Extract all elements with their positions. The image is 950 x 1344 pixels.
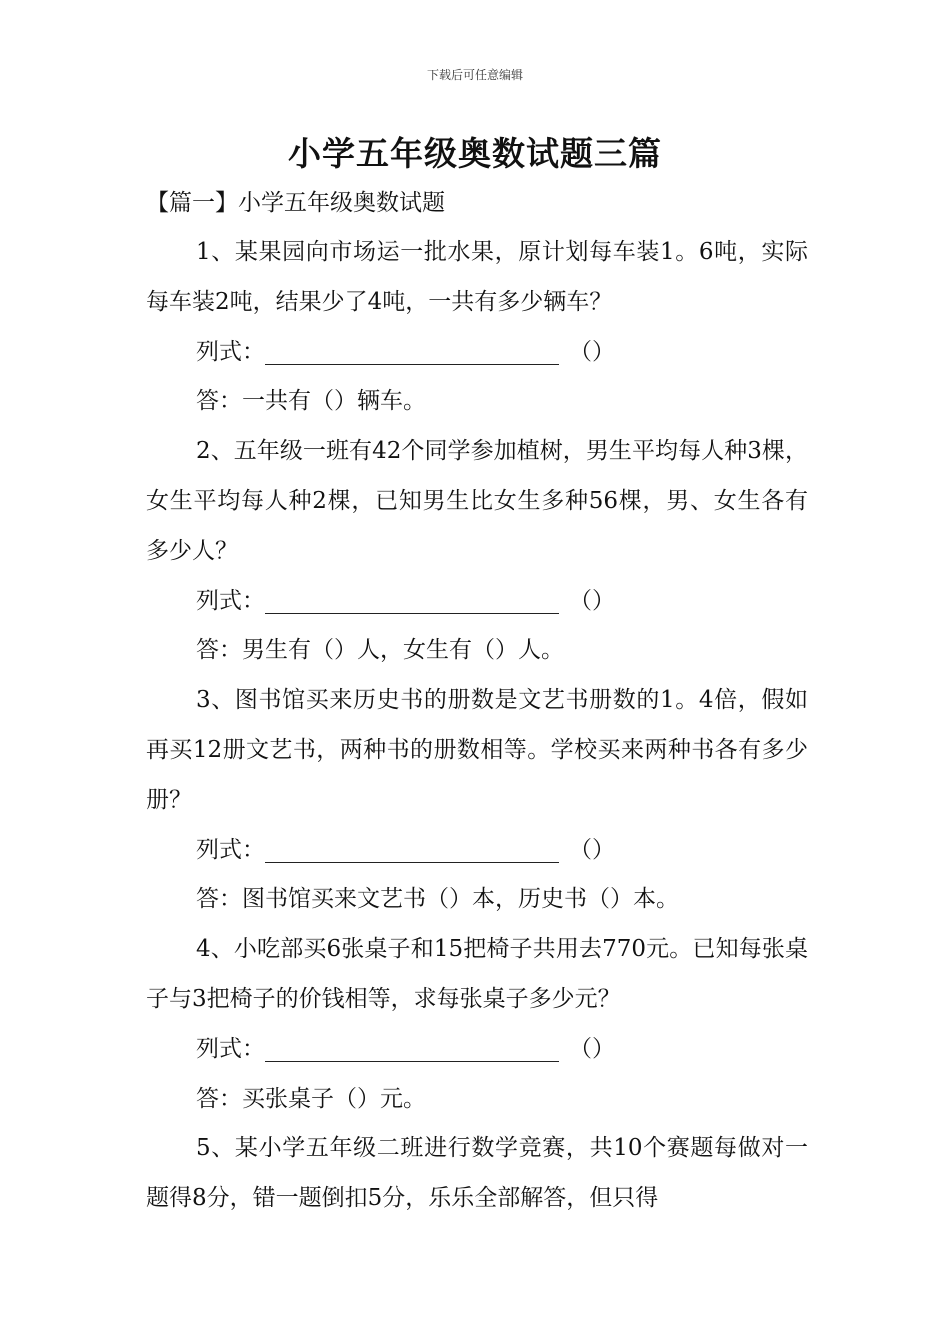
question-3-text: 3、图书馆买来历史书的册数是文艺书册数的1。4倍，假如再买12册文艺书，两种书的册数相等。学校买来两种书各有多少册？ xyxy=(146,687,808,813)
question-1-text: 1、某果园向市场运一批水果，原计划每车装1。6吨，实际每车装2吨，结果少了4吨，一共有多少辆车？ xyxy=(146,239,808,315)
formula-label: 列式： xyxy=(196,1035,265,1062)
question-3-formula xyxy=(146,826,808,876)
formula-label: 列式： xyxy=(196,836,265,863)
answer-blank xyxy=(265,587,559,614)
formula-parentheses: （） xyxy=(569,1035,615,1062)
answer-blank xyxy=(265,1035,559,1062)
question-5-text: 5、某小学五年级二班进行数学竞赛，共10个赛题每做对一题得8分，错一题倒扣5分，乐乐全部解答，但只得 xyxy=(146,1135,808,1212)
question-2-answer: 答：男生有（）人，女生有（）人。 xyxy=(196,637,564,664)
formula-label: 列式： xyxy=(196,587,265,614)
document-body xyxy=(146,228,808,1224)
question-4-answer: 答：买张桌子（）元。 xyxy=(196,1085,426,1112)
question-1-formula xyxy=(146,328,808,378)
question-4-text: 4、小吃部买6张桌子和15把椅子共用去770元。已知每张桌子与3把椅子的价钱相等，求每张桌子多少元？ xyxy=(146,936,808,1012)
header-note: 下载后可任意编辑 xyxy=(426,68,523,82)
formula-parentheses: （） xyxy=(569,587,615,614)
question-2-text: 2、五年级一班有42个同学参加植树，男生平均每人种3棵，女生平均每人种2棵，已知男生比女生多种56棵，男、女生各有多少人？ xyxy=(146,438,808,564)
section-heading: 【篇一】小学五年级奥数试题 xyxy=(146,190,445,216)
answer-blank xyxy=(265,836,559,863)
formula-parentheses: （） xyxy=(569,836,615,863)
question-4-formula xyxy=(146,1025,808,1075)
question-1-answer: 答：一共有（）辆车。 xyxy=(196,388,426,415)
formula-parentheses: （） xyxy=(569,338,615,365)
formula-label: 列式： xyxy=(196,338,265,365)
document-title: 小学五年级奥数试题三篇 xyxy=(288,134,662,173)
answer-blank xyxy=(265,338,559,365)
question-2-formula xyxy=(146,577,808,627)
question-3-answer: 答：图书馆买来文艺书（）本，历史书（）本。 xyxy=(196,886,679,913)
